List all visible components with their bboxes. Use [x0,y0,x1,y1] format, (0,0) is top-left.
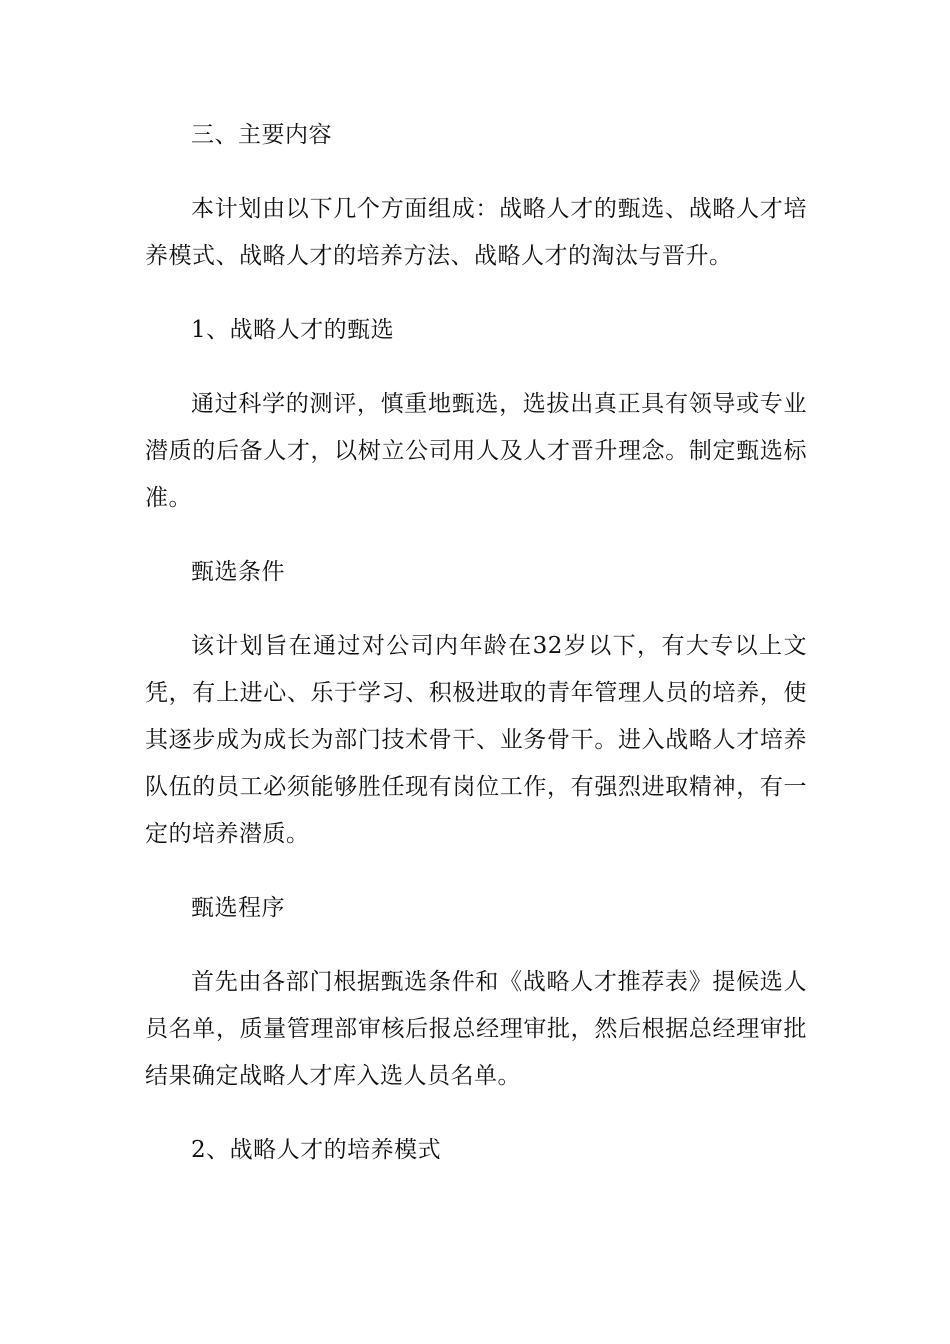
procedure-heading: 甄选程序 [191,895,285,921]
conditions-paragraph: 该计划旨在通过对公司内年龄在32岁以下，有大专以上文凭，有上进心、乐于学习、积极进取的青年管理人员的培养，使其逐步成为成长为部门技术骨干、业务骨干。进入战略人才培养队伍的员工必须能够胜任现有岗位工作，有强烈进取精神，有一定的培养潜质。 [145,633,807,847]
intro-paragraph: 本计划由以下几个方面组成：战略人才的甄选、战略人才培养模式、战略人才的培养方法、战略人才的淘汰与晋升。 [145,196,807,269]
document-page [145,112,807,1201]
selection-paragraph: 通过科学的测评，慎重地甄选，选拔出真正具有领导或专业潜质的后备人才，以树立公司用人及人才晋升理念。制定甄选标准。 [145,391,807,511]
procedure-paragraph: 首先由各部门根据甄选条件和《战略人才推荐表》提候选人员名单，质量管理部审核后报总经理审批，然后根据总经理审批结果确定战略人才库入选人员名单。 [145,969,807,1089]
subheading-training-model: 2、战略人才的培养模式 [191,1137,442,1163]
conditions-heading: 甄选条件 [191,559,285,585]
section-heading: 三、主要内容 [191,122,332,148]
subheading-selection: 1、战略人才的甄选 [191,317,395,343]
